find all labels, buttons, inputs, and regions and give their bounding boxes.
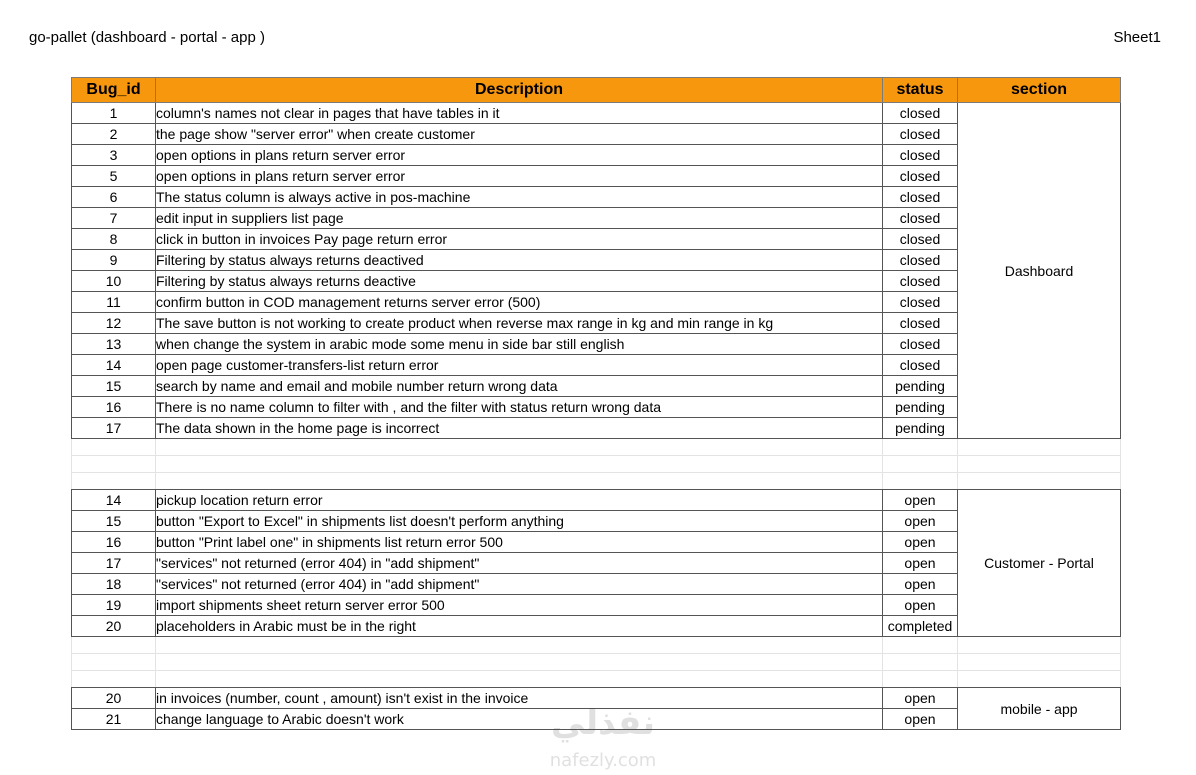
blank-row — [72, 637, 1121, 654]
description-cell: confirm button in COD management returns server error (500) — [156, 292, 883, 313]
blank-cell — [72, 671, 156, 688]
bug-id-cell: 14 — [72, 355, 156, 376]
description-cell: button "Export to Excel" in shipments list doesn't perform anything — [156, 511, 883, 532]
description-cell: edit input in suppliers list page — [156, 208, 883, 229]
status-cell: closed — [883, 103, 958, 124]
bug-id-cell: 6 — [72, 187, 156, 208]
description-cell: "services" not returned (error 404) in "add shipment" — [156, 553, 883, 574]
bug-id-cell: 20 — [72, 616, 156, 637]
blank-cell — [156, 654, 883, 671]
description-cell: the page show "server error" when create customer — [156, 124, 883, 145]
description-cell: open options in plans return server error — [156, 145, 883, 166]
blank-row — [72, 439, 1121, 456]
description-cell: click in button in invoices Pay page return error — [156, 229, 883, 250]
bug-id-cell: 21 — [72, 709, 156, 730]
blank-cell — [958, 456, 1121, 473]
bug-id-cell: 7 — [72, 208, 156, 229]
document-title: go-pallet (dashboard - portal - app ) — [29, 29, 265, 46]
bug-id-cell: 19 — [72, 595, 156, 616]
status-cell: closed — [883, 208, 958, 229]
blank-cell — [883, 637, 958, 654]
status-cell: closed — [883, 124, 958, 145]
blank-cell — [958, 671, 1121, 688]
section-cell: Customer - Portal — [958, 490, 1121, 637]
status-cell: open — [883, 553, 958, 574]
blank-cell — [958, 473, 1121, 490]
column-header-description: Description — [156, 78, 883, 103]
bug-id-cell: 8 — [72, 229, 156, 250]
status-cell: closed — [883, 355, 958, 376]
watermark-latin: nafezly.com — [549, 750, 657, 771]
blank-cell — [156, 473, 883, 490]
status-cell: closed — [883, 187, 958, 208]
section-cell: mobile - app — [958, 688, 1121, 730]
bug-id-cell: 10 — [72, 271, 156, 292]
section-cell: Dashboard — [958, 103, 1121, 439]
blank-cell — [156, 456, 883, 473]
description-cell: import shipments sheet return server error 500 — [156, 595, 883, 616]
blank-cell — [156, 439, 883, 456]
description-cell: when change the system in arabic mode some menu in side bar still english — [156, 334, 883, 355]
status-cell: pending — [883, 376, 958, 397]
blank-row — [72, 473, 1121, 490]
status-cell: closed — [883, 250, 958, 271]
description-cell: button "Print label one" in shipments list return error 500 — [156, 532, 883, 553]
description-cell: Filtering by status always returns deactive — [156, 271, 883, 292]
bug-id-cell: 13 — [72, 334, 156, 355]
table-row — [72, 103, 1121, 124]
blank-cell — [72, 654, 156, 671]
bug-id-cell: 11 — [72, 292, 156, 313]
blank-cell — [883, 671, 958, 688]
status-cell: open — [883, 595, 958, 616]
status-cell: pending — [883, 397, 958, 418]
status-cell: pending — [883, 418, 958, 439]
status-cell: completed — [883, 616, 958, 637]
description-cell: "services" not returned (error 404) in "add shipment" — [156, 574, 883, 595]
bug-id-cell: 5 — [72, 166, 156, 187]
blank-cell — [72, 439, 156, 456]
bug-id-cell: 16 — [72, 397, 156, 418]
description-cell: change language to Arabic doesn't work — [156, 709, 883, 730]
description-cell: The data shown in the home page is incorrect — [156, 418, 883, 439]
description-cell: open page customer-transfers-list return error — [156, 355, 883, 376]
status-cell: closed — [883, 229, 958, 250]
bug-id-cell: 20 — [72, 688, 156, 709]
status-cell: open — [883, 490, 958, 511]
status-cell: open — [883, 709, 958, 730]
blank-cell — [156, 671, 883, 688]
blank-cell — [883, 439, 958, 456]
status-cell: open — [883, 511, 958, 532]
sheet-name: Sheet1 — [1113, 29, 1161, 46]
column-header-bug-id: Bug_id — [72, 78, 156, 103]
blank-cell — [883, 456, 958, 473]
description-cell: Filtering by status always returns deactived — [156, 250, 883, 271]
column-header-status: status — [883, 78, 958, 103]
blank-cell — [72, 456, 156, 473]
bug-id-cell: 9 — [72, 250, 156, 271]
blank-cell — [72, 637, 156, 654]
status-cell: open — [883, 574, 958, 595]
description-cell: The save button is not working to create product when reverse max range in kg and min range in kg — [156, 313, 883, 334]
bug-id-cell: 3 — [72, 145, 156, 166]
bug-id-cell: 18 — [72, 574, 156, 595]
status-cell: closed — [883, 145, 958, 166]
blank-cell — [958, 654, 1121, 671]
blank-row — [72, 654, 1121, 671]
status-cell: closed — [883, 166, 958, 187]
blank-row — [72, 456, 1121, 473]
bug-id-cell: 16 — [72, 532, 156, 553]
status-cell: closed — [883, 271, 958, 292]
status-cell: open — [883, 532, 958, 553]
header-row — [72, 78, 1121, 103]
bug-id-cell: 12 — [72, 313, 156, 334]
bug-id-cell: 14 — [72, 490, 156, 511]
blank-cell — [958, 637, 1121, 654]
page-header — [0, 0, 1196, 60]
bug-id-cell: 1 — [72, 103, 156, 124]
bug-id-cell: 15 — [72, 376, 156, 397]
blank-cell — [883, 473, 958, 490]
bug-id-cell: 17 — [72, 553, 156, 574]
status-cell: closed — [883, 292, 958, 313]
bug-id-cell: 17 — [72, 418, 156, 439]
watermark-arabic: نفذلي — [550, 703, 656, 743]
column-header-section: section — [958, 78, 1121, 103]
description-cell: There is no name column to filter with , and the filter with status return wrong data — [156, 397, 883, 418]
table-row — [72, 490, 1121, 511]
status-cell: closed — [883, 313, 958, 334]
status-cell: closed — [883, 334, 958, 355]
table-row — [72, 688, 1121, 709]
description-cell: in invoices (number, count , amount) isn't exist in the invoice — [156, 688, 883, 709]
bug-table — [71, 77, 1121, 730]
status-cell: open — [883, 688, 958, 709]
blank-cell — [958, 439, 1121, 456]
blank-row — [72, 671, 1121, 688]
blank-cell — [883, 654, 958, 671]
blank-cell — [72, 473, 156, 490]
description-cell: open options in plans return server error — [156, 166, 883, 187]
bug-id-cell: 2 — [72, 124, 156, 145]
description-cell: pickup location return error — [156, 490, 883, 511]
description-cell: The status column is always active in pos-machine — [156, 187, 883, 208]
blank-cell — [156, 637, 883, 654]
bug-id-cell: 15 — [72, 511, 156, 532]
description-cell: search by name and email and mobile number return wrong data — [156, 376, 883, 397]
description-cell: placeholders in Arabic must be in the right — [156, 616, 883, 637]
table-body — [72, 103, 1121, 730]
description-cell: column's names not clear in pages that have tables in it — [156, 103, 883, 124]
